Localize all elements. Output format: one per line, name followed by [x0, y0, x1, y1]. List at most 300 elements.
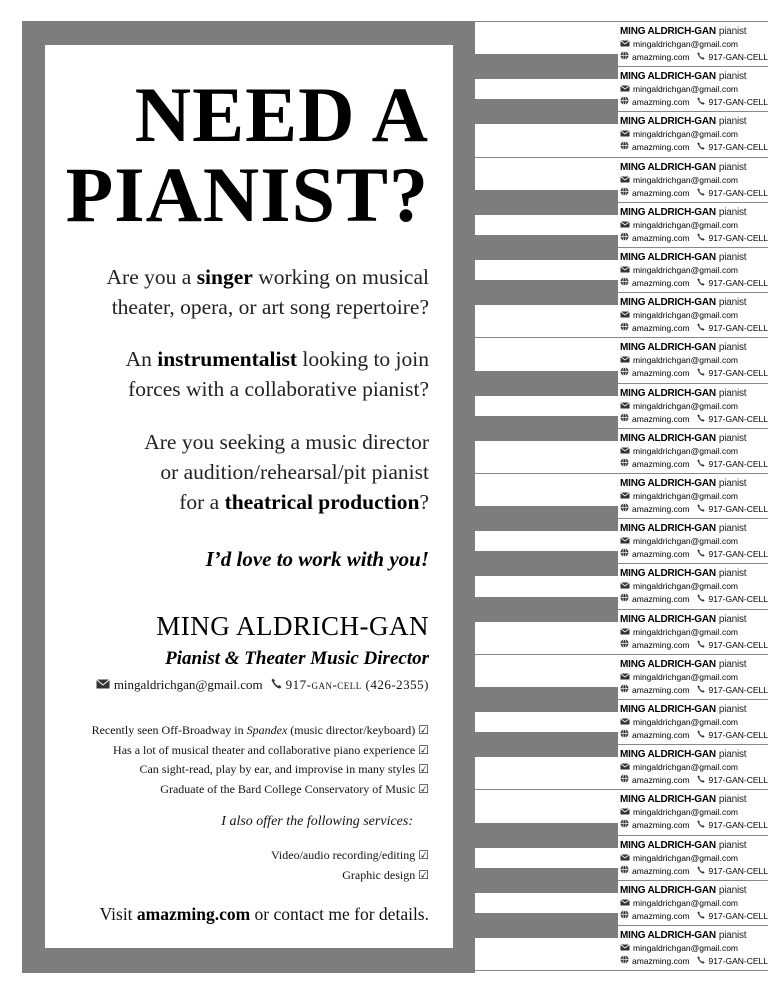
- tab-name: [620, 567, 768, 580]
- globe-icon: [620, 910, 629, 923]
- tab-email: mingaldrichgan@gmail.com: [633, 536, 739, 547]
- tab-email: mingaldrichgan@gmail.com: [633, 355, 739, 366]
- phone-icon: [697, 548, 705, 561]
- tab-role: pianist: [718, 387, 747, 399]
- tear-off-tab[interactable]: [620, 206, 768, 251]
- globe-icon: [620, 51, 629, 64]
- tab-email-row: [620, 671, 768, 684]
- tab-name: [620, 477, 768, 490]
- tab-email: mingaldrichgan@gmail.com: [633, 762, 739, 773]
- phone-icon: [271, 677, 282, 693]
- tear-off-tab[interactable]: [620, 658, 768, 703]
- headline: [65, 71, 429, 238]
- globe-icon: [620, 277, 629, 290]
- black-key: [475, 687, 618, 712]
- envelope-icon: [620, 580, 630, 593]
- tear-off-tab[interactable]: [620, 748, 768, 793]
- phone-icon: [697, 639, 705, 652]
- tab-email: mingaldrichgan@gmail.com: [633, 39, 739, 49]
- tab-email: mingaldrichgan@gmail.com: [633, 852, 739, 863]
- tab-role: pianist: [718, 930, 747, 941]
- tab-phone: 917-GAN-CELL: [708, 504, 768, 514]
- globe-icon: [620, 865, 629, 878]
- flyer-panel: [45, 45, 453, 948]
- tear-off-tab[interactable]: [620, 161, 768, 206]
- p3-text-c: ?: [419, 490, 429, 514]
- tab-web: amazming.com: [632, 278, 690, 288]
- tab-web: amazming.com: [632, 820, 690, 831]
- tab-phone: 917-GAN-CELL: [708, 278, 768, 288]
- globe-icon: [620, 141, 629, 154]
- envelope-icon: [620, 671, 630, 684]
- p1-bold: singer: [196, 265, 253, 289]
- checkbox-icon: ☑: [418, 742, 429, 757]
- checkbox-icon: ☑: [418, 723, 429, 737]
- phone-icon: [697, 458, 705, 471]
- tab-web-row: [620, 955, 768, 968]
- phone-icon: [697, 503, 705, 516]
- globe-icon: [620, 955, 629, 968]
- black-key: [475, 823, 618, 848]
- tab-web: amazming.com: [632, 549, 690, 560]
- tab-name-text: MING ALDRICH-GAN: [620, 839, 716, 851]
- tab-email-row: [620, 264, 768, 277]
- credential-4-text: Graduate of the Bard College Conservatory of Music: [160, 781, 416, 796]
- envelope-icon: [620, 897, 630, 910]
- tab-phone: 917-GAN-CELL: [708, 639, 768, 650]
- tab-web: amazming.com: [632, 504, 690, 514]
- tab-name-text: MING ALDRICH-GAN: [620, 432, 716, 444]
- tab-web-row: [620, 367, 768, 380]
- tab-web-row: [620, 548, 768, 561]
- phone-icon: [697, 684, 705, 697]
- tab-phone: 917-GAN-CELL: [708, 549, 768, 560]
- credential-item: [92, 741, 429, 761]
- contact-email[interactable]: mingaldrichgan@gmail.com: [113, 677, 263, 692]
- globe-icon: [620, 367, 629, 380]
- black-key: [475, 868, 618, 893]
- phone-icon: [697, 232, 705, 245]
- tear-off-tab[interactable]: [620, 884, 768, 929]
- tab-email: mingaldrichgan@gmail.com: [633, 219, 739, 230]
- tab-email-row: [620, 535, 768, 548]
- tab-role: pianist: [718, 884, 747, 896]
- globe-icon: [620, 187, 629, 200]
- tab-name: [620, 387, 768, 400]
- tab-web-row: [620, 232, 768, 245]
- black-key: [475, 99, 618, 124]
- envelope-icon: [620, 535, 630, 548]
- tab-role: pianist: [718, 26, 747, 37]
- tear-off-tab[interactable]: [620, 929, 768, 974]
- envelope-icon: [620, 219, 630, 232]
- tab-email-row: [620, 400, 768, 413]
- envelope-icon: [620, 38, 630, 51]
- tab-email-row: [620, 716, 768, 729]
- phone-icon: [697, 774, 705, 787]
- black-key: [475, 913, 618, 938]
- tab-email: mingaldrichgan@gmail.com: [633, 491, 739, 501]
- tab-web-row: [620, 684, 768, 697]
- production-paragraph: [144, 427, 429, 517]
- tab-email-row: [620, 806, 768, 819]
- service-2-text: Graphic design: [342, 867, 416, 882]
- tear-off-tab[interactable]: [620, 251, 768, 296]
- tab-name: [620, 658, 768, 671]
- tab-role: pianist: [718, 432, 747, 444]
- globe-icon: [620, 548, 629, 561]
- tab-web: amazming.com: [632, 730, 690, 740]
- service-item: [271, 846, 429, 866]
- tab-name: [620, 703, 768, 716]
- credentials-list: [92, 721, 429, 799]
- tab-web-row: [620, 729, 768, 742]
- phone-icon: [697, 910, 705, 923]
- tab-email-row: [620, 83, 768, 96]
- black-key: [475, 235, 618, 260]
- credential-item: [92, 760, 429, 780]
- tab-phone: 917-GAN-CELL: [708, 52, 768, 62]
- tab-role: pianist: [718, 839, 747, 851]
- tagline: I’d love to work with you!: [205, 547, 429, 571]
- envelope-icon: [620, 264, 630, 277]
- performer-role: Pianist & Theater Music Director: [165, 648, 429, 669]
- envelope-icon: [620, 852, 630, 865]
- black-key: [475, 54, 618, 79]
- p1-text-c: working on musical: [252, 265, 429, 289]
- tab-web: amazming.com: [632, 865, 690, 876]
- tear-off-tab[interactable]: [620, 25, 768, 70]
- tab-email: mingaldrichgan@gmail.com: [633, 581, 739, 592]
- visit-text-a: Visit: [99, 904, 137, 924]
- envelope-icon: [620, 400, 630, 413]
- tab-role: pianist: [718, 749, 747, 761]
- checkbox-icon: ☑: [418, 848, 429, 862]
- tab-web-row: [620, 141, 768, 154]
- tear-off-tab[interactable]: [620, 387, 768, 432]
- black-key: [475, 732, 618, 757]
- tab-email-row: [620, 897, 768, 910]
- tab-phone: 917-GAN-CELL: [708, 458, 768, 469]
- tab-web-row: [620, 51, 768, 64]
- tab-role: pianist: [718, 252, 747, 263]
- tab-name-text: MING ALDRICH-GAN: [620, 342, 716, 354]
- envelope-icon: [620, 83, 630, 96]
- tab-name-text: MING ALDRICH-GAN: [620, 794, 716, 806]
- tab-name: [620, 341, 768, 354]
- credential-item: [92, 721, 429, 741]
- tab-email-row: [620, 852, 768, 865]
- tear-off-tab[interactable]: [620, 115, 768, 160]
- tab-name-text: MING ALDRICH-GAN: [620, 930, 716, 941]
- tab-email-row: [620, 761, 768, 774]
- credential-item: [92, 780, 429, 800]
- checkbox-icon: ☑: [418, 867, 429, 882]
- website-link[interactable]: amazming.com: [136, 904, 251, 924]
- envelope-icon: [620, 490, 630, 503]
- contact-phone[interactable]: 917-gan-cell (426-2355): [285, 677, 429, 692]
- credential-3-text: Can sight-read, play by ear, and improvise in many styles: [139, 762, 416, 776]
- p3-line-1: Are you seeking a music director: [144, 430, 429, 454]
- tab-name-text: MING ALDRICH-GAN: [620, 116, 716, 128]
- phone-icon: [697, 413, 705, 426]
- tab-email-row: [620, 128, 768, 141]
- tab-email: mingaldrichgan@gmail.com: [633, 717, 739, 727]
- instrumentalist-paragraph: [126, 344, 429, 404]
- black-key: [475, 551, 618, 576]
- performer-name: MING ALDRICH-GAN: [156, 611, 429, 641]
- black-key: [475, 597, 618, 622]
- tab-email: mingaldrichgan@gmail.com: [633, 84, 739, 95]
- tab-phone: 917-GAN-CELL: [708, 775, 768, 786]
- p2-text-a: An: [125, 347, 158, 371]
- tab-email: mingaldrichgan@gmail.com: [633, 897, 739, 908]
- contact-line: [96, 677, 429, 693]
- tab-phone: 917-GAN-CELL: [708, 97, 768, 108]
- tab-web: amazming.com: [632, 775, 690, 786]
- tear-off-tab[interactable]: [620, 567, 768, 612]
- tab-role: pianist: [718, 116, 747, 128]
- tab-phone: 917-GAN-CELL: [708, 368, 768, 379]
- tab-phone: 917-GAN-CELL: [708, 413, 768, 424]
- tab-phone: 917-GAN-CELL: [708, 730, 768, 740]
- globe-icon: [620, 322, 629, 335]
- globe-icon: [620, 232, 629, 245]
- tear-off-tab[interactable]: [620, 341, 768, 386]
- tab-web-row: [620, 187, 768, 200]
- phone-icon: [697, 955, 705, 968]
- tab-email: mingaldrichgan@gmail.com: [633, 265, 739, 275]
- visit-line: [100, 904, 429, 925]
- visit-text-c: or contact me for details.: [250, 904, 429, 924]
- tab-name: [620, 206, 768, 219]
- tab-email: mingaldrichgan@gmail.com: [633, 626, 739, 637]
- tear-off-tab[interactable]: [620, 70, 768, 115]
- envelope-icon: [620, 806, 630, 819]
- phone-icon: [697, 277, 705, 290]
- tab-name-text: MING ALDRICH-GAN: [620, 658, 716, 670]
- tab-phone: 917-GAN-CELL: [708, 910, 768, 921]
- tab-email-row: [620, 38, 768, 51]
- services-list: [271, 846, 429, 885]
- tab-phone: 917-GAN-CELL: [708, 323, 768, 334]
- phone-icon: [697, 729, 705, 742]
- tab-phone: 917-GAN-CELL: [708, 232, 768, 243]
- credential-2-text: Has a lot of musical theater and collaborative piano experience: [113, 742, 416, 757]
- envelope-icon: [620, 309, 630, 322]
- tab-role: pianist: [718, 71, 747, 83]
- tab-email: mingaldrichgan@gmail.com: [633, 400, 739, 411]
- p1-text-a: Are you a: [106, 265, 197, 289]
- globe-icon: [620, 729, 629, 742]
- tab-name-text: MING ALDRICH-GAN: [620, 206, 716, 218]
- tab-phone: 917-GAN-CELL: [708, 956, 768, 966]
- tab-web: amazming.com: [632, 413, 690, 424]
- tab-name-text: MING ALDRICH-GAN: [620, 26, 716, 37]
- tab-name: [620, 929, 768, 942]
- tab-name-text: MING ALDRICH-GAN: [620, 568, 716, 580]
- tab-name-text: MING ALDRICH-GAN: [620, 884, 716, 896]
- tear-off-tab[interactable]: [620, 703, 768, 748]
- tab-role: pianist: [718, 206, 747, 218]
- tab-name: [620, 70, 768, 83]
- black-key: [475, 190, 618, 215]
- phone-icon: [697, 865, 705, 878]
- tab-role: pianist: [718, 161, 747, 173]
- tab-name: [620, 432, 768, 445]
- tab-email-row: [620, 445, 768, 458]
- tab-web-row: [620, 322, 768, 335]
- black-key: [475, 280, 618, 305]
- tab-name: [620, 793, 768, 806]
- tab-phone: 917-GAN-CELL: [708, 865, 768, 876]
- p3-text-a: for a: [179, 490, 225, 514]
- p2-line-2: forces with a collaborative pianist?: [128, 377, 429, 401]
- tab-name-text: MING ALDRICH-GAN: [620, 252, 716, 263]
- phone-icon: [697, 187, 705, 200]
- tab-web-row: [620, 458, 768, 471]
- tab-web-row: [620, 819, 768, 832]
- tear-off-tab[interactable]: [620, 296, 768, 341]
- phone-icon: [697, 322, 705, 335]
- tab-name-text: MING ALDRICH-GAN: [620, 704, 716, 715]
- envelope-icon: [620, 174, 630, 187]
- service-1-text: Video/audio recording/editing: [270, 848, 416, 862]
- p2-text-c: looking to join: [297, 347, 429, 371]
- tab-name: [620, 251, 768, 264]
- tab-name-text: MING ALDRICH-GAN: [620, 523, 716, 535]
- tab-name-text: MING ALDRICH-GAN: [620, 478, 716, 489]
- tear-off-tab[interactable]: [620, 793, 768, 838]
- tab-name-text: MING ALDRICH-GAN: [620, 613, 716, 625]
- p3-bold: theatrical production: [224, 490, 420, 514]
- tab-web: amazming.com: [632, 639, 690, 650]
- tab-email: mingaldrichgan@gmail.com: [633, 129, 739, 140]
- tab-web-row: [620, 503, 768, 516]
- tab-web-row: [620, 910, 768, 923]
- tab-email-row: [620, 626, 768, 639]
- envelope-icon: [620, 942, 630, 955]
- tab-email-row: [620, 354, 768, 367]
- tab-web: amazming.com: [632, 368, 690, 379]
- globe-icon: [620, 96, 629, 109]
- tab-role: pianist: [718, 478, 747, 489]
- tab-web: amazming.com: [632, 910, 690, 921]
- tab-role: pianist: [718, 342, 747, 354]
- tab-role: pianist: [718, 794, 747, 806]
- globe-icon: [620, 593, 629, 606]
- black-key: [475, 416, 618, 441]
- tear-off-tab[interactable]: [620, 613, 768, 658]
- tab-web-row: [620, 639, 768, 652]
- envelope-icon: [620, 716, 630, 729]
- tab-web: amazming.com: [632, 458, 690, 469]
- tab-web: amazming.com: [632, 142, 690, 153]
- tab-email-row: [620, 174, 768, 187]
- tab-phone: 917-GAN-CELL: [708, 187, 768, 198]
- tab-web: amazming.com: [632, 684, 690, 695]
- key-divider: [475, 21, 768, 22]
- tab-name-text: MING ALDRICH-GAN: [620, 297, 716, 309]
- tab-web: amazming.com: [632, 52, 690, 62]
- tab-name: [620, 296, 768, 309]
- service-item: [271, 866, 429, 886]
- tab-web: amazming.com: [632, 187, 690, 198]
- globe-icon: [620, 819, 629, 832]
- tab-role: pianist: [718, 568, 747, 580]
- tab-email-row: [620, 580, 768, 593]
- tab-name: [620, 161, 768, 174]
- tab-email-row: [620, 219, 768, 232]
- p2-bold: instrumentalist: [157, 347, 297, 371]
- tab-role: pianist: [718, 704, 747, 715]
- tab-role: pianist: [718, 658, 747, 670]
- tab-phone: 917-GAN-CELL: [708, 142, 768, 153]
- globe-icon: [620, 684, 629, 697]
- envelope-icon: [620, 761, 630, 774]
- tab-web-row: [620, 865, 768, 878]
- tab-role: pianist: [718, 523, 747, 535]
- p1-line-2: theater, opera, or art song repertoire?: [111, 295, 429, 319]
- tab-name: [620, 25, 768, 38]
- phone-icon: [697, 367, 705, 380]
- services-heading: I also offer the following services:: [221, 814, 413, 829]
- tab-name: [620, 115, 768, 128]
- singer-paragraph: [107, 262, 429, 322]
- globe-icon: [620, 413, 629, 426]
- tear-off-tab[interactable]: [620, 839, 768, 884]
- phone-icon: [697, 96, 705, 109]
- tab-web-row: [620, 277, 768, 290]
- tear-off-tab[interactable]: [620, 432, 768, 477]
- tab-name-text: MING ALDRICH-GAN: [620, 71, 716, 83]
- tab-name-text: MING ALDRICH-GAN: [620, 161, 716, 173]
- p3-line-2: or audition/rehearsal/pit pianist: [160, 460, 429, 484]
- tab-web-row: [620, 593, 768, 606]
- tear-off-tab[interactable]: [620, 477, 768, 522]
- tab-email-row: [620, 490, 768, 503]
- envelope-icon: [620, 626, 630, 639]
- tab-name-text: MING ALDRICH-GAN: [620, 749, 716, 761]
- tab-email: mingaldrichgan@gmail.com: [633, 445, 739, 456]
- tab-web-row: [620, 96, 768, 109]
- credential-1-text-a: Recently seen Off-Broadway in: [91, 723, 247, 737]
- credential-1-text-c: (music director/keyboard): [287, 723, 416, 737]
- tab-name: [620, 839, 768, 852]
- tab-web: amazming.com: [632, 594, 690, 605]
- tab-name: [620, 748, 768, 761]
- tab-email-row: [620, 309, 768, 322]
- tab-role: pianist: [718, 613, 747, 625]
- envelope-icon: [620, 354, 630, 367]
- tab-phone: 917-GAN-CELL: [708, 594, 768, 605]
- tab-email: mingaldrichgan@gmail.com: [633, 174, 739, 185]
- headline-line-1: NEED A: [134, 71, 429, 158]
- tab-web: amazming.com: [632, 97, 690, 108]
- tab-email: mingaldrichgan@gmail.com: [633, 671, 739, 682]
- globe-icon: [620, 458, 629, 471]
- phone-icon: [697, 819, 705, 832]
- tab-web: amazming.com: [632, 232, 690, 243]
- tab-phone: 917-GAN-CELL: [708, 684, 768, 695]
- tab-name: [620, 613, 768, 626]
- tab-web-row: [620, 774, 768, 787]
- globe-icon: [620, 503, 629, 516]
- phone-icon: [697, 141, 705, 154]
- tab-role: pianist: [718, 297, 747, 309]
- globe-icon: [620, 639, 629, 652]
- tear-off-tab[interactable]: [620, 522, 768, 567]
